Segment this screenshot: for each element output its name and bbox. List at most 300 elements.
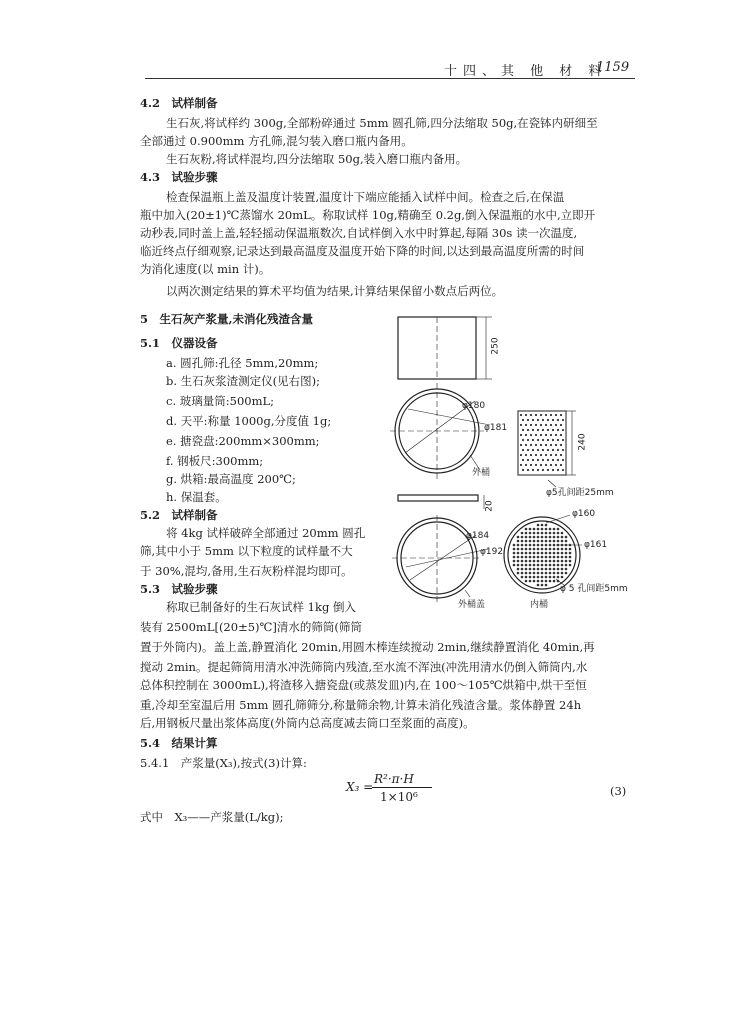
- sieve-hole: [552, 439, 554, 441]
- sieve-hole: [553, 580, 556, 583]
- equipment-item-c: c. 玻璃量筒:500mL;: [166, 394, 274, 408]
- sieve-hole: [533, 540, 536, 543]
- sieve-hole: [537, 564, 540, 567]
- sieve-hole: [517, 552, 520, 555]
- sieve-hole: [530, 424, 532, 426]
- sieve-hole: [549, 576, 552, 579]
- sieve-hole: [541, 548, 544, 551]
- para-4-3-line5: 为消化速度(以 min 计)。: [140, 262, 271, 276]
- dim-250-label: 250: [490, 337, 501, 355]
- sieve-hole: [550, 434, 552, 436]
- sieve-hole: [540, 434, 542, 436]
- sieve-hole: [530, 414, 532, 416]
- sieve-hole: [529, 536, 532, 539]
- sieve-hole: [529, 540, 532, 543]
- sieve-hole: [517, 560, 520, 563]
- sieve-hole: [553, 572, 556, 575]
- sieve-hole: [537, 552, 540, 555]
- sieve-hole: [555, 424, 557, 426]
- sieve-hole: [513, 548, 516, 551]
- sieve-hole: [557, 528, 560, 531]
- sieve-hole: [527, 429, 529, 431]
- sieve-hole: [545, 556, 548, 559]
- sieve-hole: [522, 449, 524, 451]
- equipment-item-f: f. 钢板尺:300mm;: [166, 454, 264, 468]
- sieve-hole: [517, 544, 520, 547]
- sieve-hole: [537, 556, 540, 559]
- sieve-hole: [561, 556, 564, 559]
- page-header-section: 十四、其 他 材 料: [444, 64, 608, 79]
- sieve-hole: [530, 454, 532, 456]
- sieve-hole: [521, 532, 524, 535]
- sieve-hole: [561, 544, 564, 547]
- sieve-hole: [542, 439, 544, 441]
- sieve-hole: [541, 540, 544, 543]
- sieve-hole: [560, 414, 562, 416]
- sieve-hole: [553, 544, 556, 547]
- formula-numerator: R²·π·H: [374, 772, 414, 786]
- sieve-hole: [542, 449, 544, 451]
- sieve-hole: [520, 444, 522, 446]
- sieve-hole: [527, 419, 529, 421]
- sieve-hole: [569, 544, 572, 547]
- sieve-hole: [545, 464, 547, 466]
- sieve-hole: [549, 572, 552, 575]
- sieve-hole: [533, 568, 536, 571]
- sieve-hole: [537, 572, 540, 575]
- para-4-3-line3: 动秒表,同时盖上盖,轻轻摇动保温瓶数次,自试样倒入水中时算起,每隔 30s 读一次温度,: [140, 226, 578, 240]
- sieve-hole: [553, 552, 556, 555]
- sieve-hole: [513, 556, 516, 559]
- sieve-hole: [557, 576, 560, 579]
- sieve-hole: [561, 572, 564, 575]
- sieve-hole: [545, 524, 548, 527]
- sieve-hole: [569, 548, 572, 551]
- sieve-hole: [565, 540, 568, 543]
- sieve-hole: [522, 459, 524, 461]
- sieve-hole: [537, 584, 540, 587]
- heading-5-1: 5.1 仪器设备: [140, 336, 218, 350]
- sieve-hole: [550, 444, 552, 446]
- sieve-hole: [560, 434, 562, 436]
- formula-lhs: X₃ =: [346, 780, 374, 794]
- sieve-hole: [527, 439, 529, 441]
- formula-fraction-bar: [372, 787, 432, 788]
- sieve-hole: [522, 419, 524, 421]
- sieve-hole: [533, 552, 536, 555]
- sieve-hole: [557, 548, 560, 551]
- heading-4-3: 4.3 试验步骤: [140, 170, 218, 184]
- sieve-hole: [520, 414, 522, 416]
- sieve-hole: [521, 560, 524, 563]
- sieve-hole: [557, 439, 559, 441]
- sieve-hole: [525, 544, 528, 547]
- sieve-hole: [529, 528, 532, 531]
- sieve-hole: [540, 424, 542, 426]
- sieve-hole: [545, 454, 547, 456]
- sieve-hole: [540, 414, 542, 416]
- sieve-hole: [549, 548, 552, 551]
- sieve-hole: [545, 528, 548, 531]
- sieve-hole: [541, 568, 544, 571]
- sieve-hole: [545, 564, 548, 567]
- para-4-2-line1: 生石灰,将试样约 300g,全部粉碎通过 5mm 圆孔筛,四分法缩取 50g,在瓷钵内研细至: [166, 116, 598, 130]
- sieve-hole: [525, 564, 528, 567]
- sieve-hole: [561, 564, 564, 567]
- sieve-hole: [552, 449, 554, 451]
- sieve-hole: [533, 544, 536, 547]
- sieve-hole: [535, 414, 537, 416]
- sieve-hole: [517, 564, 520, 567]
- equipment-item-g: g. 烘箱:最高温度 200℃;: [166, 472, 296, 486]
- sieve-hole: [527, 449, 529, 451]
- sieve-hole: [561, 576, 564, 579]
- sieve-hole: [532, 439, 534, 441]
- sieve-hole: [525, 528, 528, 531]
- sieve-hole: [553, 532, 556, 535]
- formula-denominator: 1×10⁶: [380, 790, 418, 804]
- sieve-hole: [537, 429, 539, 431]
- sieve-hole: [545, 552, 548, 555]
- sieve-hole: [542, 469, 544, 471]
- sieve-hole: [565, 536, 568, 539]
- sieve-hole: [541, 544, 544, 547]
- sieve-hole: [522, 469, 524, 471]
- page-number: 1159: [596, 60, 630, 75]
- sieve-hole: [545, 568, 548, 571]
- sieve-hole: [542, 459, 544, 461]
- sieve-hole: [525, 576, 528, 579]
- sieve-hole: [557, 580, 560, 583]
- sieve-hole: [537, 449, 539, 451]
- sieve-hole: [537, 568, 540, 571]
- sieve-hole: [521, 544, 524, 547]
- sieve-hole: [537, 524, 540, 527]
- sieve-side-holes: [520, 414, 564, 471]
- sieve-hole: [525, 454, 527, 456]
- sieve-hole: [520, 454, 522, 456]
- sieve-hole: [525, 464, 527, 466]
- sieve-hole: [533, 532, 536, 535]
- sieve-hole: [562, 429, 564, 431]
- sieve-hole: [545, 560, 548, 563]
- sieve-hole: [565, 552, 568, 555]
- sieve-hole: [525, 560, 528, 563]
- sieve-hole: [561, 548, 564, 551]
- phi181-label: φ181: [484, 423, 508, 433]
- sieve-hole: [565, 568, 568, 571]
- sieve-hole: [529, 568, 532, 571]
- sieve-hole: [532, 419, 534, 421]
- para-5-3-line7: 后,用钢板尺量出浆体高度(外筒内总高度减去筒口至浆面的高度)。: [140, 716, 475, 730]
- apparatus-drawing: [380, 305, 640, 615]
- sieve-hole: [547, 449, 549, 451]
- sieve-hole: [562, 439, 564, 441]
- sieve-hole: [562, 469, 564, 471]
- sieve-hole: [533, 528, 536, 531]
- para-5-3-line3: 置于外筒内)。盖上盖,静置消化 20min,用圆木棒连续搅动 2min,继续静置消化 40min,再: [140, 640, 595, 654]
- sieve-hole: [540, 454, 542, 456]
- sieve-hole: [547, 439, 549, 441]
- sieve-hole: [537, 469, 539, 471]
- sieve-hole: [541, 524, 544, 527]
- hole-25mm-label: φ5孔间距25mm: [546, 488, 614, 498]
- sieve-hole: [521, 572, 524, 575]
- sieve-hole: [545, 444, 547, 446]
- sieve-hole: [557, 469, 559, 471]
- sieve-hole: [525, 536, 528, 539]
- sieve-hole: [545, 536, 548, 539]
- sieve-hole: [545, 572, 548, 575]
- sieve-hole: [547, 459, 549, 461]
- sieve-hole: [557, 540, 560, 543]
- sieve-hole: [545, 544, 548, 547]
- sieve-hole: [525, 434, 527, 436]
- sieve-hole: [555, 444, 557, 446]
- sieve-hole: [541, 532, 544, 535]
- sieve-hole: [532, 459, 534, 461]
- sieve-hole: [562, 419, 564, 421]
- sieve-hole: [557, 552, 560, 555]
- sieve-hole: [521, 568, 524, 571]
- phi184-label: φ184: [466, 531, 490, 541]
- para-5-3-line4: 搅动 2min。提起筛筒用清水冲洗筛筒内残渣,至水流不浑浊(冲洗用清水仍倒入筛筒内,水: [140, 660, 588, 674]
- sieve-hole: [545, 576, 548, 579]
- heading-5-3: 5.3 试验步骤: [140, 582, 218, 596]
- sieve-hole: [550, 464, 552, 466]
- sieve-hole: [529, 576, 532, 579]
- sieve-hole: [529, 552, 532, 555]
- sieve-hole: [537, 528, 540, 531]
- sieve-hole: [525, 424, 527, 426]
- sieve-hole: [561, 560, 564, 563]
- sieve-hole: [565, 556, 568, 559]
- sieve-hole: [569, 560, 572, 563]
- sieve-hole: [525, 532, 528, 535]
- sieve-hole: [537, 419, 539, 421]
- sieve-hole: [525, 580, 528, 583]
- sieve-hole: [530, 444, 532, 446]
- equipment-item-e: e. 搪瓷盘:200mm×300mm;: [166, 434, 320, 448]
- sieve-hole: [553, 564, 556, 567]
- sieve-hole: [521, 564, 524, 567]
- sieve-hole: [545, 580, 548, 583]
- para-5-3-line5: 总体积控制在 3000mL),将渣移入搪瓷盘(或蒸发皿)内,在 100～105℃烘箱中,烘干至恒: [140, 678, 587, 692]
- sieve-hole: [517, 548, 520, 551]
- sieve-hole: [541, 536, 544, 539]
- sieve-hole: [533, 536, 536, 539]
- sieve-hole: [537, 459, 539, 461]
- sieve-hole: [520, 424, 522, 426]
- sieve-hole: [541, 576, 544, 579]
- inner-barrel-label: 内桶: [530, 600, 549, 610]
- sieve-hole: [560, 454, 562, 456]
- sieve-hole: [553, 548, 556, 551]
- sieve-hole: [549, 580, 552, 583]
- para-5-3-line2: 装有 2500mL[(20±5)℃]清水的筛筒(筛筒: [140, 620, 362, 634]
- sieve-hole: [549, 544, 552, 547]
- sieve-hole: [547, 469, 549, 471]
- sieve-hole: [522, 439, 524, 441]
- sieve-hole: [553, 556, 556, 559]
- sieve-hole: [557, 532, 560, 535]
- sieve-hole: [541, 584, 544, 587]
- equipment-item-b: b. 生石灰浆渣测定仪(见右图);: [166, 374, 321, 388]
- sieve-hole: [542, 429, 544, 431]
- header-rule: [145, 78, 635, 79]
- lime-slag-apparatus-figure: [380, 305, 640, 615]
- para-5-2-line1: 将 4kg 试样破碎全部通过 20mm 圆孔: [166, 526, 366, 540]
- sieve-hole: [550, 454, 552, 456]
- sieve-hole: [557, 536, 560, 539]
- sieve-hole: [533, 572, 536, 575]
- sieve-hole: [525, 540, 528, 543]
- sieve-hole: [545, 424, 547, 426]
- sieve-hole: [541, 572, 544, 575]
- equipment-item-h: h. 保温套。: [166, 490, 227, 504]
- sieve-hole: [521, 548, 524, 551]
- sieve-hole: [521, 552, 524, 555]
- sieve-hole: [537, 536, 540, 539]
- sieve-hole: [553, 528, 556, 531]
- sieve-hole: [549, 552, 552, 555]
- sieve-hole: [529, 572, 532, 575]
- sieve-hole: [529, 532, 532, 535]
- para-5-3-line1: 称取已制备好的生石灰试样 1kg 倒入: [166, 600, 356, 614]
- para-4-3-line2: 瓶中加入(20±1)℃蒸馏水 20mL。称取试样 10g,精确至 0.2g,倒入保温瓶的水中,立即开: [140, 208, 596, 222]
- sieve-hole: [537, 560, 540, 563]
- sieve-hole: [537, 532, 540, 535]
- sieve-hole: [529, 580, 532, 583]
- sieve-hole: [549, 568, 552, 571]
- sieve-hole: [545, 532, 548, 535]
- sieve-hole: [530, 434, 532, 436]
- sieve-hole: [545, 434, 547, 436]
- sieve-hole: [517, 568, 520, 571]
- sieve-hole: [541, 564, 544, 567]
- sieve-hole: [545, 548, 548, 551]
- phi161-label: φ161: [584, 540, 608, 550]
- sieve-hole: [521, 576, 524, 579]
- sieve-hole: [517, 556, 520, 559]
- heading-4-2: 4.2 试样制备: [140, 96, 218, 110]
- sieve-hole: [532, 469, 534, 471]
- sieve-hole: [521, 556, 524, 559]
- heading-5: 5 生石灰产浆量,未消化残渣含量: [140, 312, 314, 326]
- sieve-hole: [557, 544, 560, 547]
- heading-5-2: 5.2 试样制备: [140, 508, 218, 522]
- sieve-hole: [517, 536, 520, 539]
- sieve-plan-holes: [513, 524, 572, 587]
- sieve-hole: [565, 572, 568, 575]
- sieve-hole: [533, 564, 536, 567]
- sieve-hole: [520, 464, 522, 466]
- sieve-hole: [542, 419, 544, 421]
- heading-5-4: 5.4 结果计算: [140, 736, 218, 750]
- sieve-hole: [555, 434, 557, 436]
- sieve-hole: [521, 540, 524, 543]
- dim-20-label: 20: [484, 500, 495, 512]
- sieve-hole: [535, 454, 537, 456]
- sieve-hole: [533, 560, 536, 563]
- sieve-hole: [530, 464, 532, 466]
- sieve-hole: [535, 434, 537, 436]
- sieve-hole: [525, 444, 527, 446]
- sieve-hole: [557, 429, 559, 431]
- phi192-label: φ192: [480, 547, 504, 557]
- formula-where-clause: 式中 X₃——产浆量(L/kg);: [140, 810, 284, 824]
- sieve-hole: [562, 449, 564, 451]
- sieve-hole: [565, 548, 568, 551]
- sieve-hole: [537, 540, 540, 543]
- sieve-hole: [535, 424, 537, 426]
- sieve-hole: [552, 419, 554, 421]
- sieve-hole: [555, 464, 557, 466]
- sieve-hole: [545, 414, 547, 416]
- sieve-hole: [549, 564, 552, 567]
- sieve-hole: [545, 584, 548, 587]
- sieve-hole: [557, 572, 560, 575]
- sieve-hole: [525, 414, 527, 416]
- sieve-hole: [541, 580, 544, 583]
- sieve-hole: [550, 424, 552, 426]
- para-4-2-line2: 全部通过 0.900mm 方孔筛,混匀装入磨口瓶内备用。: [140, 134, 413, 148]
- outer-barrel-label: 外桶: [472, 468, 491, 478]
- sieve-hole: [525, 572, 528, 575]
- para-5-2-line2: 筛,其中小于 5mm 以下粒度的试样量不大: [140, 544, 353, 558]
- sieve-hole: [557, 568, 560, 571]
- sieve-hole: [525, 552, 528, 555]
- sieve-hole: [547, 429, 549, 431]
- sieve-hole: [540, 464, 542, 466]
- equipment-item-d: d. 天平:称量 1000g,分度值 1g;: [166, 414, 332, 428]
- sieve-hole: [561, 552, 564, 555]
- sieve-hole: [557, 556, 560, 559]
- para-5-2-line3: 于 30%,混均,备用,生石灰粉样混均即可。: [140, 564, 353, 578]
- sieve-hole: [513, 552, 516, 555]
- sieve-hole: [569, 556, 572, 559]
- formula-number: (3): [610, 784, 627, 798]
- sieve-hole: [537, 580, 540, 583]
- sieve-hole: [533, 548, 536, 551]
- sieve-hole: [553, 568, 556, 571]
- para-5-3-line6: 重,冷却至室温后用 5mm 圆孔筛筛分,称量筛余物,计算未消化残渣含量。浆体静置 24h: [140, 698, 582, 712]
- equipment-item-a: a. 圆孔筛:孔径 5mm,20mm;: [166, 356, 319, 370]
- sieve-hole: [537, 548, 540, 551]
- sieve-hole: [565, 560, 568, 563]
- sieve-hole: [532, 449, 534, 451]
- sieve-hole: [561, 540, 564, 543]
- sieve-hole: [562, 459, 564, 461]
- sieve-hole: [550, 414, 552, 416]
- sieve-hole: [552, 429, 554, 431]
- sieve-hole: [545, 540, 548, 543]
- sieve-hole: [555, 414, 557, 416]
- sieve-hole: [557, 449, 559, 451]
- sieve-hole: [513, 544, 516, 547]
- sieve-hole: [533, 556, 536, 559]
- sieve-hole: [560, 424, 562, 426]
- sieve-hole: [553, 560, 556, 563]
- sieve-hole: [549, 528, 552, 531]
- sieve-hole: [557, 564, 560, 567]
- sieve-hole: [561, 536, 564, 539]
- outer-lid-label: 外桶盖: [458, 600, 486, 610]
- hole-5mm-label: φ 5 孔间距5mm: [560, 584, 628, 594]
- sieve-hole: [561, 532, 564, 535]
- sieve-hole: [552, 469, 554, 471]
- sieve-hole: [537, 576, 540, 579]
